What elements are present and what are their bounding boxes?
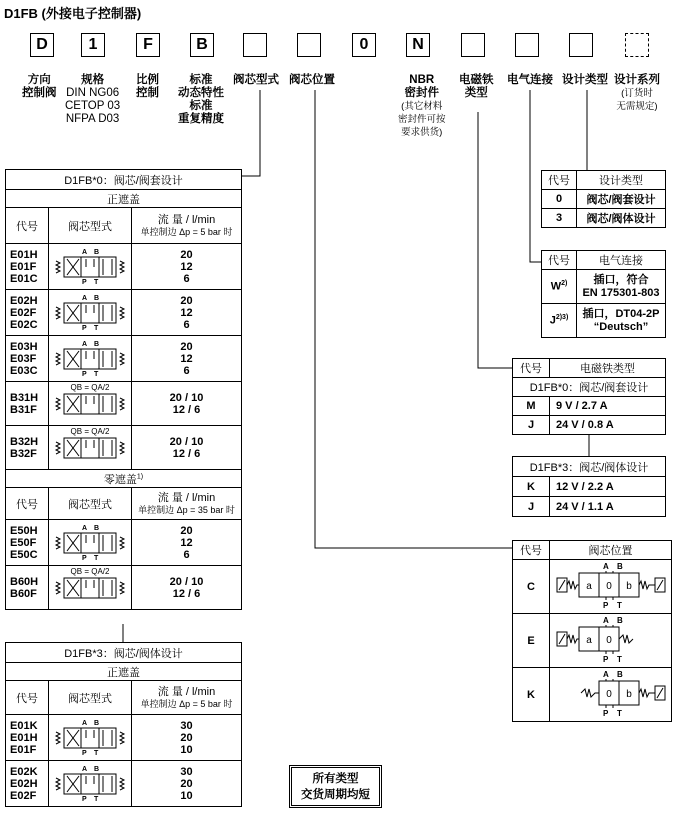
col-flow: 流 量 / l/min 单控制边 Δp = 5 bar 时 [132,681,242,715]
svg-text:a: a [585,581,592,592]
spool-table-sleeve [5,169,242,610]
svg-text:A: A [602,670,609,679]
position-symbol-E [550,614,672,668]
flow-values: 20 / 10 12 / 6 [132,426,242,470]
svg-text:T: T [94,279,99,285]
svg-text:A: A [82,525,88,532]
elec-code: $J^{2)3)}$ [542,304,577,338]
svg-text:T: T [616,655,622,663]
position-symbol-C [550,560,672,614]
label-design-series: 设计系列 (订货时 无需规定) [614,74,660,112]
solenoid-table-3 [512,456,666,517]
svg-text:B: B [616,562,623,571]
solenoid-spec: 24 V / 0.8 A [550,416,666,435]
svg-text:P: P [82,750,87,756]
solenoid-table [512,358,666,435]
solenoid-subheader: D1FB*3：阀芯/阀体设计 [513,457,666,477]
svg-text:A: A [82,249,88,256]
solenoid-code: J [513,416,550,435]
spool-symbol [49,426,132,470]
position-code: K [513,668,550,722]
svg-text:T: T [94,325,99,331]
col-spool: 阀芯型式 [49,488,132,520]
table-row [6,566,242,610]
svg-text:T: T [616,601,622,609]
flow-values: 20 12 6 [132,336,242,382]
table-row [6,715,242,761]
col-flow: 流 量 / l/min 单控制边 Δp = 5 bar 时 [132,208,242,244]
svg-text:a: a [585,635,592,646]
design-type-table [541,170,666,228]
spool-codes: B32H B32F [6,426,49,470]
col-code: 代号 [542,171,577,190]
label-proportional: 比例 控制 [136,74,159,99]
spool-codes: E02K E02H E02F [6,761,49,807]
code-box: 0 [352,33,376,57]
col-code: 代号 [6,208,49,244]
label-design-type: 设计类型 [562,74,608,86]
spool-symbol [49,520,132,566]
svg-text:B: B [616,670,623,679]
code-box: N [406,33,430,57]
svg-text:T: T [94,371,99,377]
spool-codes: E03H E03F E03C [6,336,49,382]
section-positive-overlap: 正遮盖 [6,190,242,208]
svg-text:B: B [94,295,100,302]
col-flow: 流 量 / l/min 单控制边 Δp = 35 bar 时 [132,488,242,520]
label-spec: 规格 DIN NG06 CETOP 03 NFPA D03 [65,74,121,125]
svg-text:P: P [602,601,608,609]
code-box: B [190,33,214,57]
col-position: 阀芯位置 [550,541,672,560]
code-box: D [30,33,54,57]
svg-text:P: P [82,371,87,377]
label-spool-position: 阀芯位置 [289,74,335,86]
design-code: 0 [542,190,577,209]
label-solenoid: 电磁铁 类型 [459,74,494,99]
spool-symbol [49,290,132,336]
flow-values: 20 / 10 12 / 6 [132,382,242,426]
table-row [6,761,242,807]
col-code: 代号 [513,541,550,560]
spool-symbol [49,566,132,610]
svg-text:P: P [82,325,87,331]
label-electrical: 电气连接 [507,74,553,86]
delivery-note: 所有类型 交货周期均短 [289,765,382,808]
svg-text:T: T [94,796,99,802]
elec-code: $W^{2)}$ [542,270,577,304]
spool-symbol [49,382,132,426]
svg-text:A: A [602,616,609,625]
table-row [6,244,242,290]
col-design: 设计类型 [577,171,666,190]
section-positive-overlap: 正遮盖 [6,663,242,681]
svg-text:A: A [82,720,88,727]
solenoid-spec: 9 V / 2.7 A [550,397,666,416]
electrical-table [541,250,666,338]
section-zero-overlap: 零遮盖$^{1)}$ [6,470,242,488]
spool-symbol [49,244,132,290]
table-title: D1FB*3：阀芯/阀体设计 [6,643,242,663]
flow-values: 30 20 10 [132,715,242,761]
flow-ratio-label: QB = QA/2 [70,383,110,392]
solenoid-code: M [513,397,550,416]
spool-symbol [49,715,132,761]
elec-name: 插口，DT04-2P “Deutsch” [577,304,666,338]
svg-text:B: B [94,341,100,348]
solenoid-spec: 12 V / 2.2 A [550,477,666,497]
position-code: C [513,560,550,614]
solenoid-subheader: D1FB*0：阀芯/阀套设计 [513,378,666,397]
col-spool: 阀芯型式 [49,208,132,244]
svg-text:B: B [94,720,100,727]
spool-codes: E50H E50F E50C [6,520,49,566]
elec-name: 插口，符合 EN 175301-803 [577,270,666,304]
solenoid-code: K [513,477,550,497]
svg-text:P: P [602,655,608,663]
svg-text:P: P [82,279,87,285]
label-spool-type: 阀芯型式 [233,74,279,86]
spool-codes: E01K E01H E01F [6,715,49,761]
col-solenoid: 电磁铁类型 [550,359,666,378]
flow-values: 20 12 6 [132,520,242,566]
spool-symbol [49,761,132,807]
svg-text:B: B [94,525,100,532]
svg-text:b: b [625,689,632,700]
spool-codes: E01H E01F E01C [6,244,49,290]
position-code: E [513,614,550,668]
svg-text:b: b [625,581,632,592]
table-title: D1FB*0：阀芯/阀套设计 [6,170,242,190]
col-code: 代号 [513,359,550,378]
label-standard: 标准 动态特性 标准 重复精度 [178,74,224,125]
page-title: D1FB (外接电子控制器) [4,6,142,21]
design-name: 阀芯/阀套设计 [577,190,666,209]
svg-text:B: B [94,249,100,256]
svg-text:A: A [82,341,88,348]
svg-text:0: 0 [605,689,612,700]
svg-text:0: 0 [605,635,612,646]
design-code: 3 [542,209,577,228]
flow-values: 20 12 6 [132,290,242,336]
svg-text:A: A [82,295,88,302]
spool-table-body [5,642,242,807]
svg-text:0: 0 [605,581,612,592]
svg-text:T: T [616,709,622,717]
label-nbr: NBR 密封件 (其它材料 密封件可按 要求供货) [398,74,446,138]
position-symbol-K [550,668,672,722]
table-row [6,382,242,426]
svg-text:A: A [82,766,88,773]
svg-text:T: T [94,555,99,561]
svg-text:B: B [94,766,100,773]
col-code: 代号 [542,251,577,270]
svg-text:T: T [94,750,99,756]
table-row [6,426,242,470]
solenoid-code: J [513,497,550,517]
col-code: 代号 [6,488,49,520]
col-electrical: 电气连接 [577,251,666,270]
svg-text:A: A [602,562,609,571]
code-box: 1 [81,33,105,57]
svg-text:P: P [82,555,87,561]
spool-codes: E02H E02F E02C [6,290,49,336]
flow-ratio-label: QB = QA/2 [70,427,110,436]
col-spool: 阀芯型式 [49,681,132,715]
flow-values: 30 20 10 [132,761,242,807]
spool-symbol [49,336,132,382]
svg-text:B: B [616,616,623,625]
table-row [6,520,242,566]
spool-codes: B31H B31F [6,382,49,426]
flow-values: 20 12 6 [132,244,242,290]
col-code: 代号 [6,681,49,715]
flow-ratio-label: QB = QA/2 [70,567,110,576]
spool-position-table [512,540,672,722]
svg-text:P: P [602,709,608,717]
label-direction: 方向 控制阀 [22,74,57,99]
spool-codes: B60H B60F [6,566,49,610]
table-row [6,336,242,382]
solenoid-spec: 24 V / 1.1 A [550,497,666,517]
svg-text:P: P [82,796,87,802]
flow-values: 20 / 10 12 / 6 [132,566,242,610]
table-row [6,290,242,336]
code-box: F [136,33,160,57]
design-name: 阀芯/阀体设计 [577,209,666,228]
